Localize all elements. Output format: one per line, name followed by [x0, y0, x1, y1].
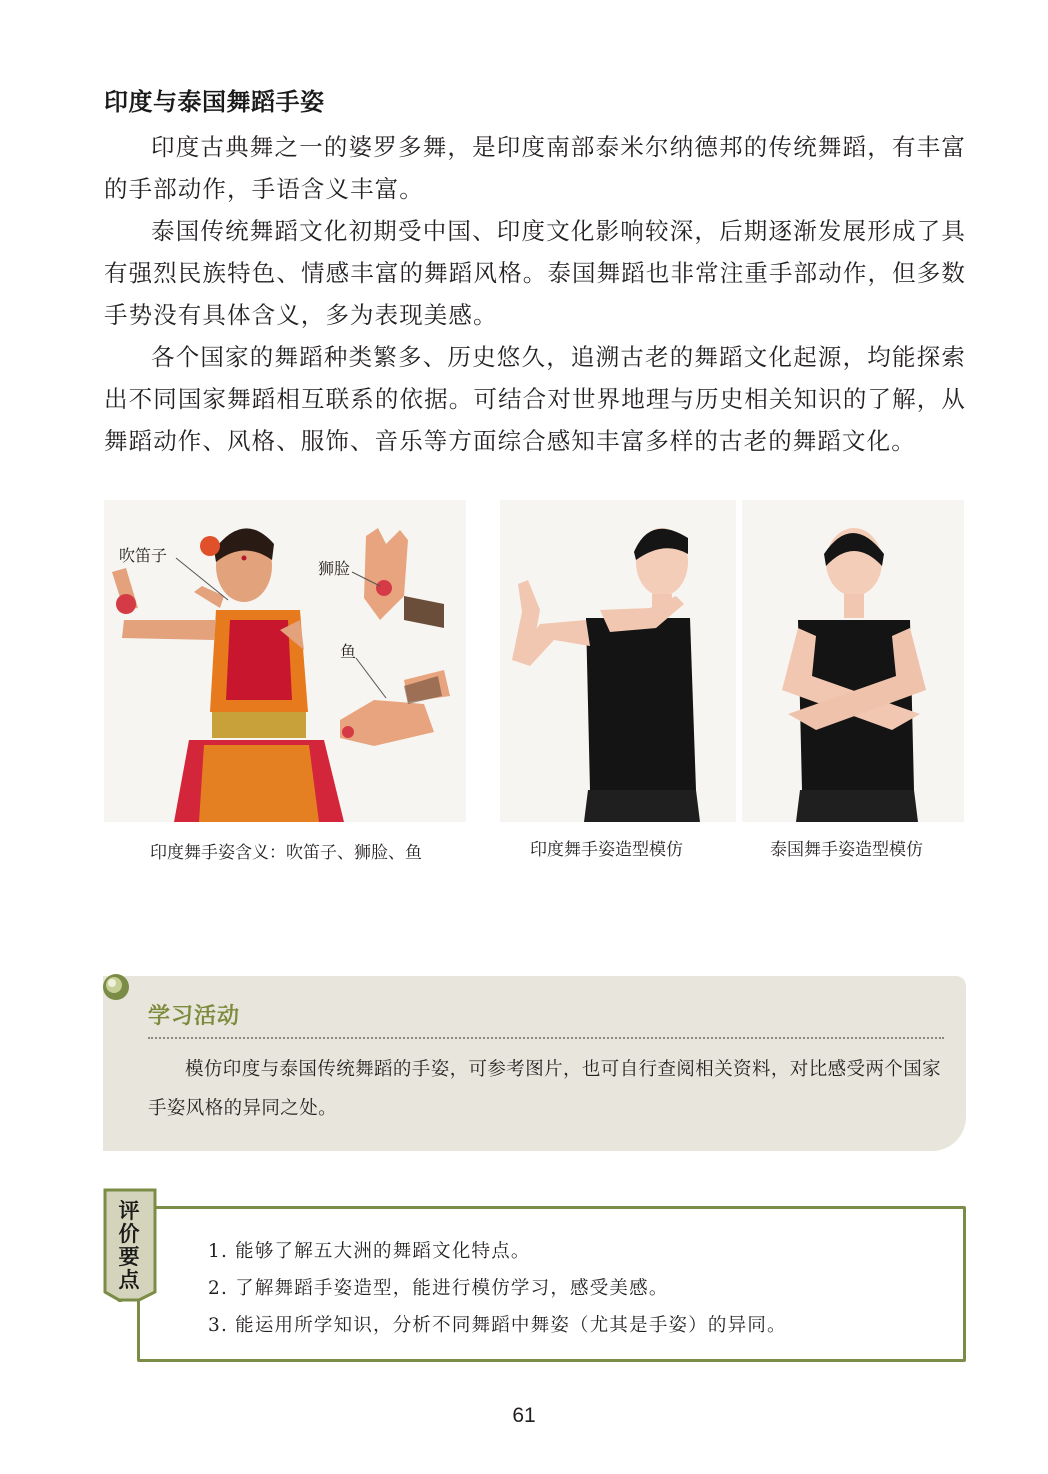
activity-title: 学习活动 [148, 1003, 241, 1029]
paragraph-3: 各个国家的舞蹈种类繁多、历史悠久，追溯古老的舞蹈文化起源，均能探索出不同国家舞蹈相互联系的依据。可结合对世界地理与历史相关知识的了解，从舞蹈动作、风格、服饰、音乐等方面综合感知丰富多样的古老的舞蹈文化。 [104, 343, 966, 455]
bullet-circle-icon [101, 972, 133, 1004]
evaluation-item-2: 2. 了解舞蹈手姿造型，能进行模仿学习，感受美感。 [208, 1278, 669, 1299]
paragraph-2: 泰国传统舞蹈文化初期受中国、印度文化影响较深，后期逐渐发展形成了具有强烈民族特色、情感丰富的舞蹈风格。泰国舞蹈也非常注重手部动作，但多数手势没有具体含义，多为表现美感。 [104, 217, 966, 329]
caption-thai-gesture-imitation: 泰国舞手姿造型模仿 [770, 840, 923, 860]
girl-thai-pose-illustration [742, 500, 964, 822]
activity-text [148, 1050, 944, 1128]
paragraph-1: 印度古典舞之一的婆罗多舞，是印度南部泰米尔纳德邦的传统舞蹈，有丰富的手部动作，手语含义丰富。 [104, 133, 966, 203]
photo-indian-imitation [500, 500, 736, 822]
section-title: 印度与泰国舞蹈手姿 [104, 88, 325, 116]
caption-indian-gesture-imitation: 印度舞手姿造型模仿 [530, 840, 683, 860]
label-lion-face: 狮脸 [318, 559, 351, 578]
label-fish: 鱼 [340, 642, 357, 661]
page-number: 61 [512, 1404, 536, 1427]
girl-indian-pose-illustration [500, 500, 736, 822]
evaluation-item-3: 3. 能运用所学知识，分析不同舞蹈中舞姿（尤其是手姿）的异同。 [208, 1315, 787, 1336]
body-text [104, 126, 966, 462]
photo-thai-imitation [742, 500, 964, 822]
activity-paragraph: 模仿印度与泰国传统舞蹈的手姿，可参考图片，也可自行查阅相关资料，对比感受两个国家手姿风格的异同之处。 [148, 1059, 942, 1119]
evaluation-item-1: 1. 能够了解五大洲的舞蹈文化特点。 [208, 1241, 531, 1262]
evaluation-list [208, 1233, 787, 1344]
label-flute: 吹笛子 [119, 546, 168, 565]
evaluation-tab-label: 评价要点 [118, 1199, 140, 1292]
activity-divider [148, 1037, 944, 1039]
caption-indian-gesture-meaning: 印度舞手姿含义：吹笛子、狮脸、鱼 [150, 843, 422, 863]
